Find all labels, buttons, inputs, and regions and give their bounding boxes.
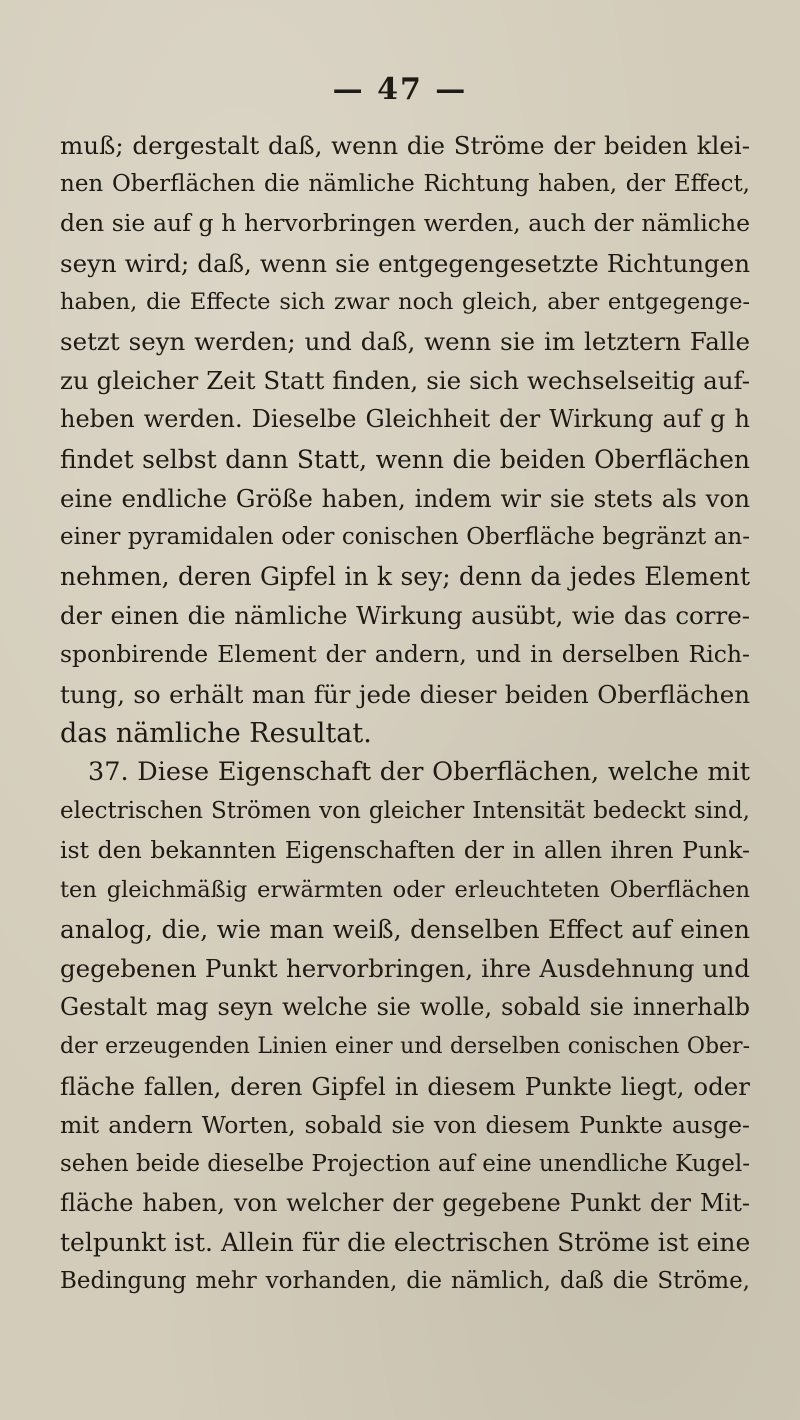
section-37-start: 37. Diese Eigenschaft der Oberflächen, welche mit (88, 757, 750, 787)
text-line: telpunkt ist. Allein für die electrischen Ströme ist eine (60, 1228, 750, 1258)
text-line: Gestalt mag seyn welche sie wolle, sobald sie innerhalb (60, 993, 750, 1022)
text-line: tung, so erhält man für jede dieser beiden Oberflächen (60, 679, 750, 709)
text-line: fläche haben, von welcher der gegebene Punkt der Mit- (60, 1189, 750, 1218)
text-line: electrischen Strömen von gleicher Intensität bedeckt sind, (60, 798, 750, 825)
text-line: ten gleichmäßig erwärmten oder erleuchteten Oberflächen (60, 876, 750, 903)
text-line: nen Oberflächen die nämliche Richtung haben, der Effect, (60, 171, 750, 198)
text-line: das nämliche Resultat. (60, 717, 372, 749)
text-line: nehmen, deren Gipfel in k sey; denn da jedes Element (60, 562, 750, 592)
text-line: der einen die nämliche Wirkung ausübt, wie das corre- (60, 601, 750, 631)
body-text (60, 126, 750, 1302)
text-line: Bedingung mehr vorhanden, die nämlich, daß die Ströme, (60, 1268, 750, 1295)
page-number: — 47 — (332, 72, 468, 107)
text-line: setzt seyn werden; und daß, wenn sie im letztern Falle (60, 326, 750, 356)
text-line: sponbirende Element der andern, und in derselben Rich- (60, 640, 750, 669)
text-line: den sie auf g h hervorbringen werden, auch der nämliche (60, 209, 750, 238)
text-line: analog, die, wie man weiß, denselben Effect auf einen (60, 914, 750, 944)
text-line: fläche fallen, deren Gipfel in diesem Punkte liegt, oder (60, 1071, 750, 1101)
text-line: muß; dergestalt daß, wenn die Ströme der beiden klei- (60, 131, 750, 160)
text-line: ist den bekannten Eigenschaften der in allen ihren Punk- (60, 836, 750, 865)
text-line: sehen beide dieselbe Projection auf eine unendliche Kugel- (60, 1150, 750, 1177)
text-line: seyn wird; daß, wenn sie entgegengesetzte Richtungen (60, 248, 750, 278)
text-line: mit andern Worten, sobald sie von diesem Punkte ausge- (60, 1110, 750, 1139)
text-line: einer pyramidalen oder conischen Oberfläche begränzt an- (60, 523, 750, 550)
text-line: gegebenen Punkt hervorbringen, ihre Ausdehnung und (60, 953, 750, 983)
text-line: zu gleicher Zeit Statt finden, sie sich wechselseitig auf- (60, 366, 750, 396)
text-line: eine endliche Größe haben, indem wir sie stets als von (60, 483, 750, 513)
text-line: findet selbst dann Statt, wenn die beiden Oberflächen (60, 444, 750, 474)
text-line: heben werden. Dieselbe Gleichheit der Wirkung auf g h (60, 405, 750, 434)
text-line: haben, die Effecte sich zwar noch gleich, aber entgegenge- (60, 288, 750, 315)
text-line: der erzeugenden Linien einer und derselben conischen Ober- (60, 1034, 750, 1060)
